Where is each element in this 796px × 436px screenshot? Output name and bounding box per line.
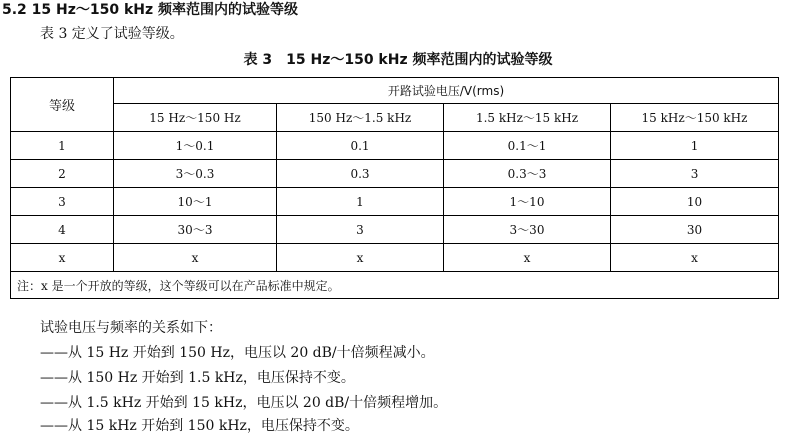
section-heading: 5.2 15 Hz～150 kHz 频率范围内的试验等级 (2, 2, 299, 18)
table-row (11, 160, 779, 188)
cell-grade: 3 (11, 188, 114, 216)
relation-intro: 试验电压与频率的关系如下： (40, 320, 222, 336)
table-caption: 表 3 15 Hz～150 kHz 频率范围内的试验等级 (243, 52, 553, 68)
cell-value: 30～3 (114, 216, 277, 244)
table-row (11, 132, 779, 160)
cell-value: 3～30 (444, 216, 611, 244)
relation-item: ——从 1.5 kHz 开始到 15 kHz，电压以 20 dB/十倍频程增加。 (40, 395, 448, 411)
table-row (11, 244, 779, 272)
section-intro: 表 3 定义了试验等级。 (40, 26, 184, 42)
cell-value: 0.3 (277, 160, 444, 188)
cell-value: 1～10 (444, 188, 611, 216)
cell-value: 10 (611, 188, 779, 216)
table-note: 注：x 是一个开放的等级，这个等级可以在产品标准中规定。 (11, 272, 779, 299)
cell-grade: 2 (11, 160, 114, 188)
test-level-table (10, 77, 779, 299)
header-freq-3: 1.5 kHz～15 kHz (444, 104, 611, 132)
cell-value: 1～0.1 (114, 132, 277, 160)
cell-grade: 4 (11, 216, 114, 244)
relation-item: ——从 15 kHz 开始到 150 kHz，电压保持不变。 (40, 418, 359, 434)
cell-value: x (277, 244, 444, 272)
cell-value: 0.1 (277, 132, 444, 160)
cell-grade: 1 (11, 132, 114, 160)
cell-value: 0.1～1 (444, 132, 611, 160)
cell-value: 3 (611, 160, 779, 188)
cell-value: 30 (611, 216, 779, 244)
table-row (11, 188, 779, 216)
header-grade: 等级 (11, 78, 114, 132)
cell-value: 3 (277, 216, 444, 244)
header-open-circuit-voltage: 开路试验电压/V(rms) (114, 78, 779, 104)
cell-value: 1 (277, 188, 444, 216)
cell-value: x (444, 244, 611, 272)
cell-value: 0.3～3 (444, 160, 611, 188)
cell-value: 10～1 (114, 188, 277, 216)
cell-value: 3～0.3 (114, 160, 277, 188)
cell-value: 1 (611, 132, 779, 160)
cell-grade: x (11, 244, 114, 272)
header-freq-2: 150 Hz～1.5 kHz (277, 104, 444, 132)
header-freq-1: 15 Hz～150 Hz (114, 104, 277, 132)
cell-value: x (611, 244, 779, 272)
relation-item: ——从 150 Hz 开始到 1.5 kHz，电压保持不变。 (40, 370, 355, 386)
header-freq-4: 15 kHz～150 kHz (611, 104, 779, 132)
table-row (11, 216, 779, 244)
relation-item: ——从 15 Hz 开始到 150 Hz，电压以 20 dB/十倍频程减小。 (40, 345, 435, 361)
cell-value: x (114, 244, 277, 272)
